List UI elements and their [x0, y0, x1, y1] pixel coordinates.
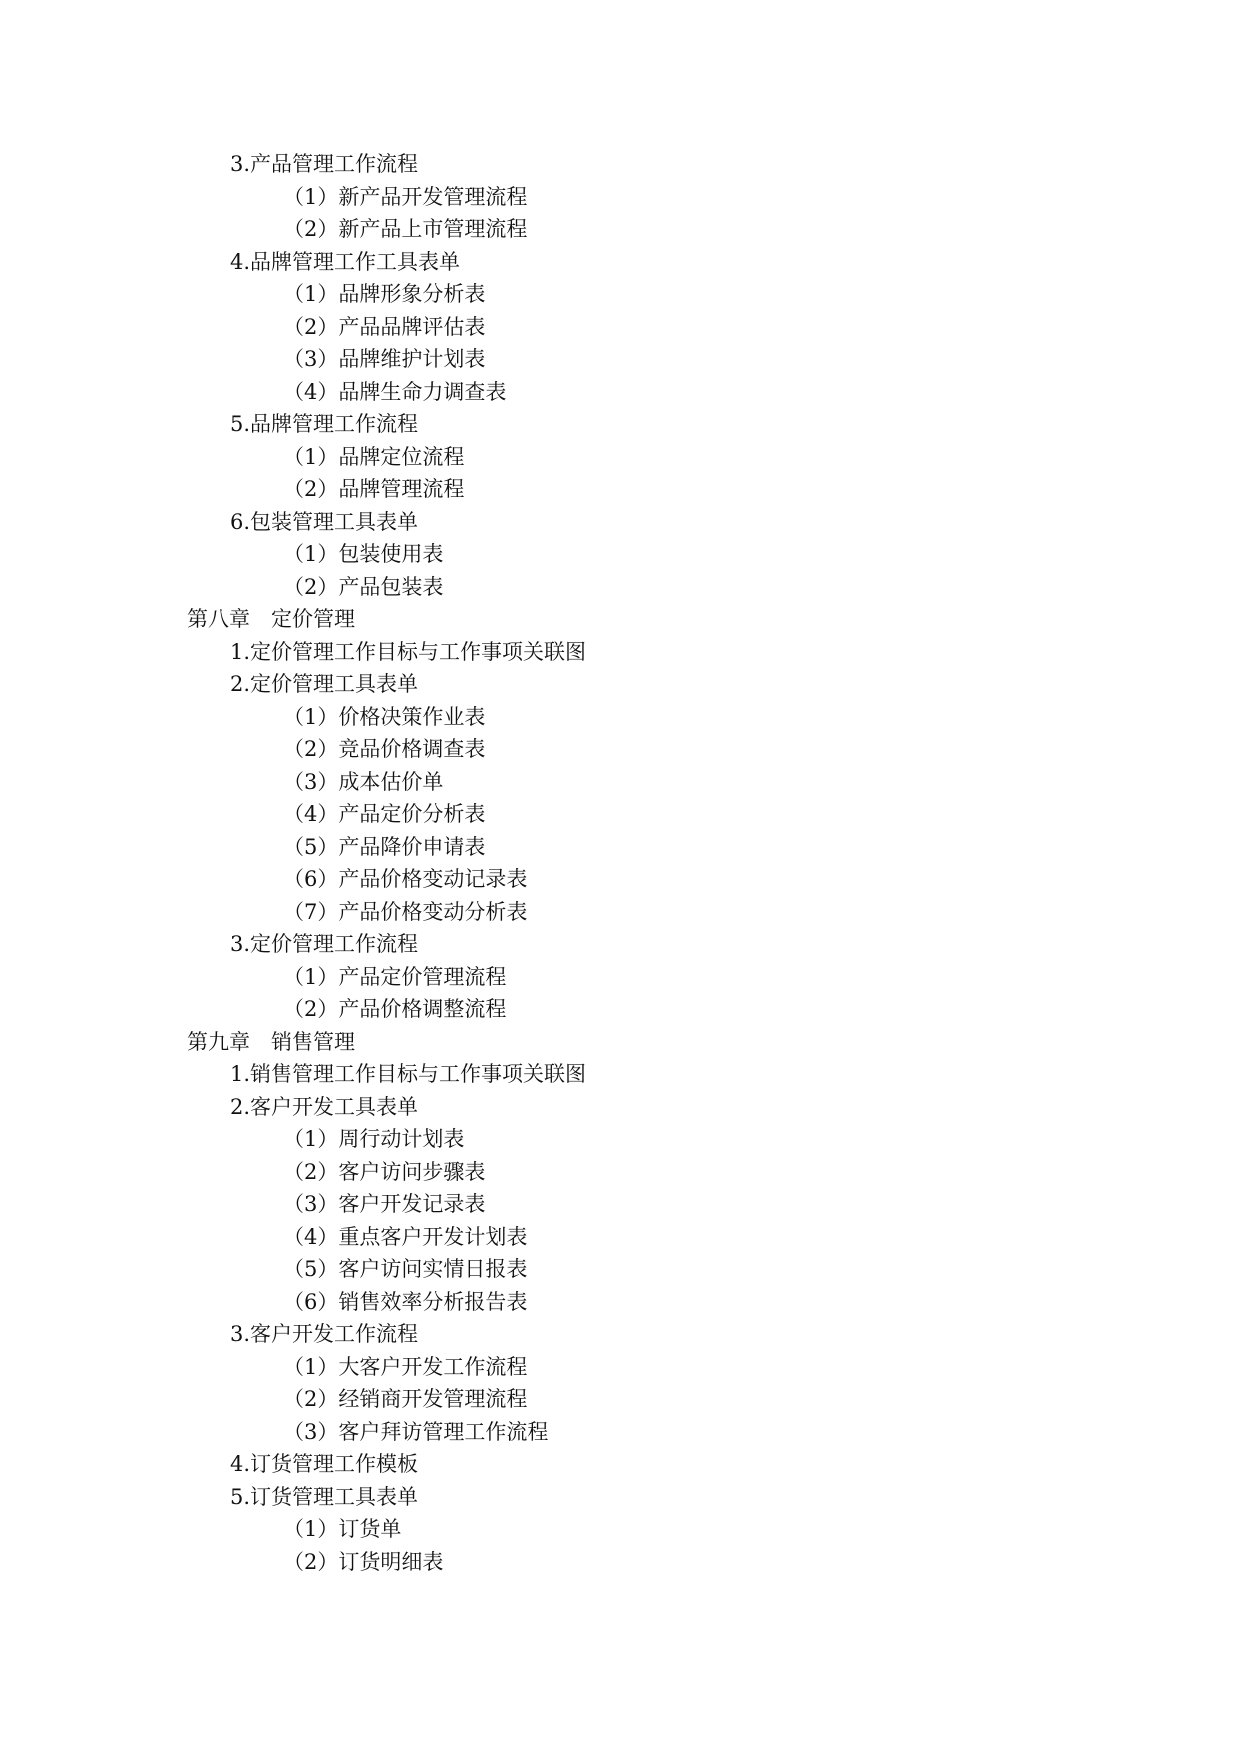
- toc-item-line: （1）新产品开发管理流程: [283, 184, 528, 209]
- toc-item-line: （2）订货明细表: [283, 1549, 444, 1574]
- toc-item-line: （2）产品包装表: [283, 574, 444, 599]
- toc-item-line: （4）重点客户开发计划表: [283, 1224, 528, 1249]
- toc-item-line: （2）客户访问步骤表: [283, 1159, 486, 1184]
- toc-section-line: 2.客户开发工具表单: [230, 1094, 419, 1119]
- toc-section-line: 2.定价管理工具表单: [230, 672, 419, 696]
- toc-section-line: 5.品牌管理工作流程: [230, 412, 419, 436]
- toc-item-line: （7）产品价格变动分析表: [283, 899, 528, 924]
- toc-item-line: （4）产品定价分析表: [283, 802, 486, 826]
- toc-section-line: 4.订货管理工作模板: [230, 1452, 419, 1476]
- toc-item-line: （2）经销商开发管理流程: [283, 1387, 528, 1411]
- toc-item-line: （1）价格决策作业表: [283, 704, 486, 729]
- toc-section-line: 1.定价管理工作目标与工作事项关联图: [230, 639, 587, 664]
- toc-item-line: （2）竞品价格调查表: [283, 737, 486, 761]
- toc-section-line: 5.订货管理工具表单: [230, 1484, 419, 1509]
- toc-item-line: （1）品牌定位流程: [283, 444, 465, 469]
- toc-item-line: （1）产品定价管理流程: [283, 964, 507, 989]
- table-of-contents: [0, 148, 1241, 1578]
- toc-item-line: （3）品牌维护计划表: [283, 347, 486, 371]
- toc-item-line: （2）品牌管理流程: [283, 477, 465, 501]
- toc-chapter-line: 第八章 定价管理: [187, 607, 355, 631]
- toc-item-line: （5）客户访问实情日报表: [283, 1257, 528, 1281]
- toc-item-line: （1）品牌形象分析表: [283, 282, 486, 306]
- toc-section-line: 1.销售管理工作目标与工作事项关联图: [230, 1062, 587, 1086]
- toc-item-line: （3）成本估价单: [283, 769, 444, 794]
- toc-section-line: 3.客户开发工作流程: [230, 1322, 419, 1346]
- toc-section-line: 3.定价管理工作流程: [230, 932, 419, 956]
- toc-item-line: （1）周行动计划表: [283, 1127, 465, 1151]
- toc-chapter-line: 第九章 销售管理: [187, 1029, 355, 1054]
- toc-item-line: （6）销售效率分析报告表: [283, 1289, 528, 1314]
- toc-section-line: 6.包装管理工具表单: [230, 509, 419, 534]
- toc-item-line: （2）产品价格调整流程: [283, 997, 507, 1021]
- toc-item-line: （4）品牌生命力调查表: [283, 379, 507, 404]
- toc-item-line: （5）产品降价申请表: [283, 834, 486, 859]
- toc-item-line: （1）包装使用表: [283, 542, 444, 566]
- toc-item-line: （1）订货单: [283, 1517, 402, 1541]
- toc-item-line: （2）产品品牌评估表: [283, 314, 486, 339]
- toc-section-line: 3.产品管理工作流程: [230, 152, 419, 176]
- toc-item-line: （1）大客户开发工作流程: [283, 1354, 528, 1379]
- toc-item-line: （3）客户拜访管理工作流程: [283, 1419, 549, 1444]
- toc-item-line: （6）产品价格变动记录表: [283, 867, 528, 891]
- toc-item-line: （3）客户开发记录表: [283, 1192, 486, 1216]
- toc-item-line: （2）新产品上市管理流程: [283, 217, 528, 241]
- toc-section-line: 4.品牌管理工作工具表单: [230, 249, 461, 274]
